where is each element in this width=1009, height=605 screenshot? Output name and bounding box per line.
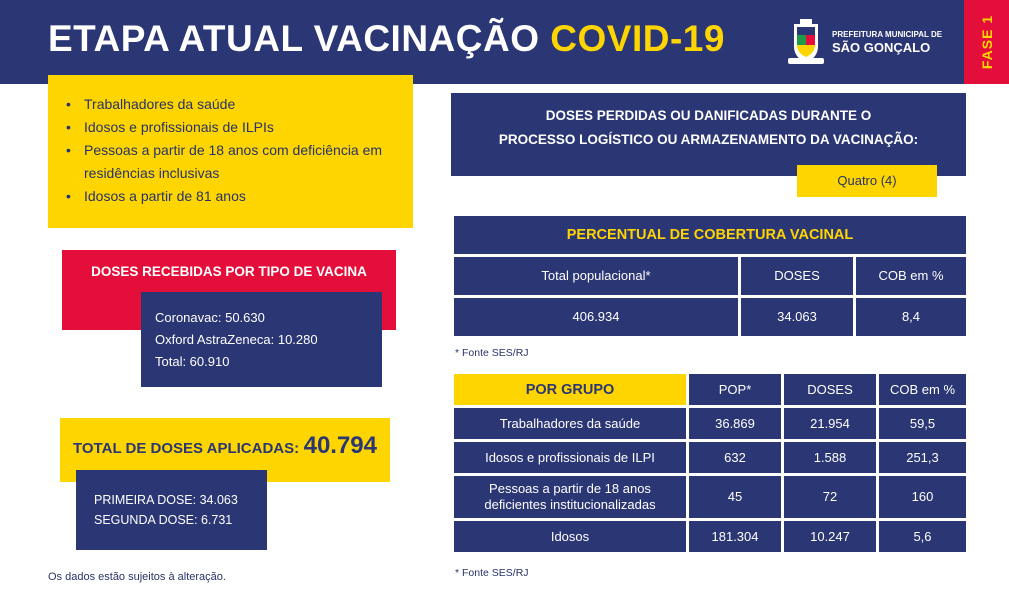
group-header: POR GRUPO (454, 374, 686, 405)
coverage-title: PERCENTUAL DE COBERTURA VACINAL (454, 216, 966, 254)
coverage-cell: 34.063 (741, 298, 853, 336)
group-source: * Fonte SES/RJ (455, 567, 529, 579)
coverage-table (451, 213, 969, 339)
priority-group-item: • Idosos a partir de 81 anos (64, 185, 397, 208)
priority-groups-box (48, 75, 413, 228)
group-cell: 59,5 (879, 408, 966, 439)
title-main: ETAPA ATUAL VACINAÇÃO (48, 18, 540, 59)
group-cell: 5,6 (879, 521, 966, 552)
priority-group-item: • Trabalhadores da saúde (64, 93, 397, 116)
coverage-header: COB em % (856, 257, 966, 295)
doses-received-line: Coronavac: 50.630 (155, 310, 265, 325)
group-cell: 36.869 (689, 408, 781, 439)
logo-line-2: SÃO GONÇALO (832, 40, 931, 55)
doses-applied-value: 40.794 (303, 432, 377, 459)
group-name-cell: Idosos (454, 521, 686, 552)
group-header: COB em % (879, 374, 966, 405)
group-name-cell: Idosos e profissionais de ILPI (454, 442, 686, 473)
doses-received-box (141, 292, 382, 387)
coverage-header: Total populacional* (454, 257, 738, 295)
header-bar (0, 0, 1009, 84)
lost-doses-line: PROCESSO LOGÍSTICO OU ARMAZENAMENTO DA VACINAÇÃO: (498, 132, 919, 147)
title-highlight: COVID-19 (550, 18, 725, 59)
coverage-cell: 406.934 (454, 298, 738, 336)
group-cell: 72 (784, 476, 876, 518)
table-row (454, 521, 966, 552)
coat-of-arms-icon (786, 18, 826, 66)
first-dose: PRIMEIRA DOSE: 34.063 (94, 493, 238, 507)
second-dose: SEGUNDA DOSE: 6.731 (94, 513, 233, 527)
prefeitura-logo (786, 18, 946, 66)
group-cell: 251,3 (879, 442, 966, 473)
coverage-header: DOSES (741, 257, 853, 295)
disclaimer-note: Os dados estão sujeitos à alteração. (48, 571, 226, 583)
doses-applied-label: TOTAL DE DOSES APLICADAS: (73, 440, 300, 457)
coverage-source: * Fonte SES/RJ (455, 347, 529, 359)
group-cell: 10.247 (784, 521, 876, 552)
lost-doses-title (451, 104, 966, 152)
priority-group-item: • Pessoas a partir de 18 anos com deficiência em residências inclusivas (64, 139, 397, 185)
dose-breakdown-box (76, 470, 267, 550)
lost-doses-line: DOSES PERDIDAS OU DANIFICADAS DURANTE O (545, 108, 872, 123)
group-cell: 45 (689, 476, 781, 518)
group-header: POP* (689, 374, 781, 405)
table-row (454, 442, 966, 473)
doses-received-title: DOSES RECEBIDAS POR TIPO DE VACINA (91, 264, 367, 279)
group-cell: 632 (689, 442, 781, 473)
group-name-cell: Pessoas a partir de 18 anos deficientes institucionalizadas (454, 476, 686, 518)
table-row (454, 476, 966, 518)
group-cell: 181.304 (689, 521, 781, 552)
doses-applied-total (73, 432, 377, 460)
priority-groups-list (64, 93, 397, 208)
logo-line-1: PREFEITURA MUNICIPAL DE (832, 30, 943, 39)
group-cell: 160 (879, 476, 966, 518)
group-cell: 21.954 (784, 408, 876, 439)
page-title (48, 18, 725, 60)
phase-badge (964, 0, 1009, 84)
priority-group-item: • Idosos e profissionais de ILPIs (64, 116, 397, 139)
group-name-cell: Trabalhadores da saúde (454, 408, 686, 439)
phase-label: FASE 1 (978, 14, 995, 70)
table-row (454, 408, 966, 439)
group-coverage-table (451, 371, 969, 555)
doses-received-line: Oxford AstraZeneca: 10.280 (155, 332, 318, 347)
coverage-cell: 8,4 (856, 298, 966, 336)
lost-doses-value: Quatro (4) (797, 165, 937, 197)
group-cell: 1.588 (784, 442, 876, 473)
doses-received-line: Total: 60.910 (155, 354, 230, 369)
group-header: DOSES (784, 374, 876, 405)
